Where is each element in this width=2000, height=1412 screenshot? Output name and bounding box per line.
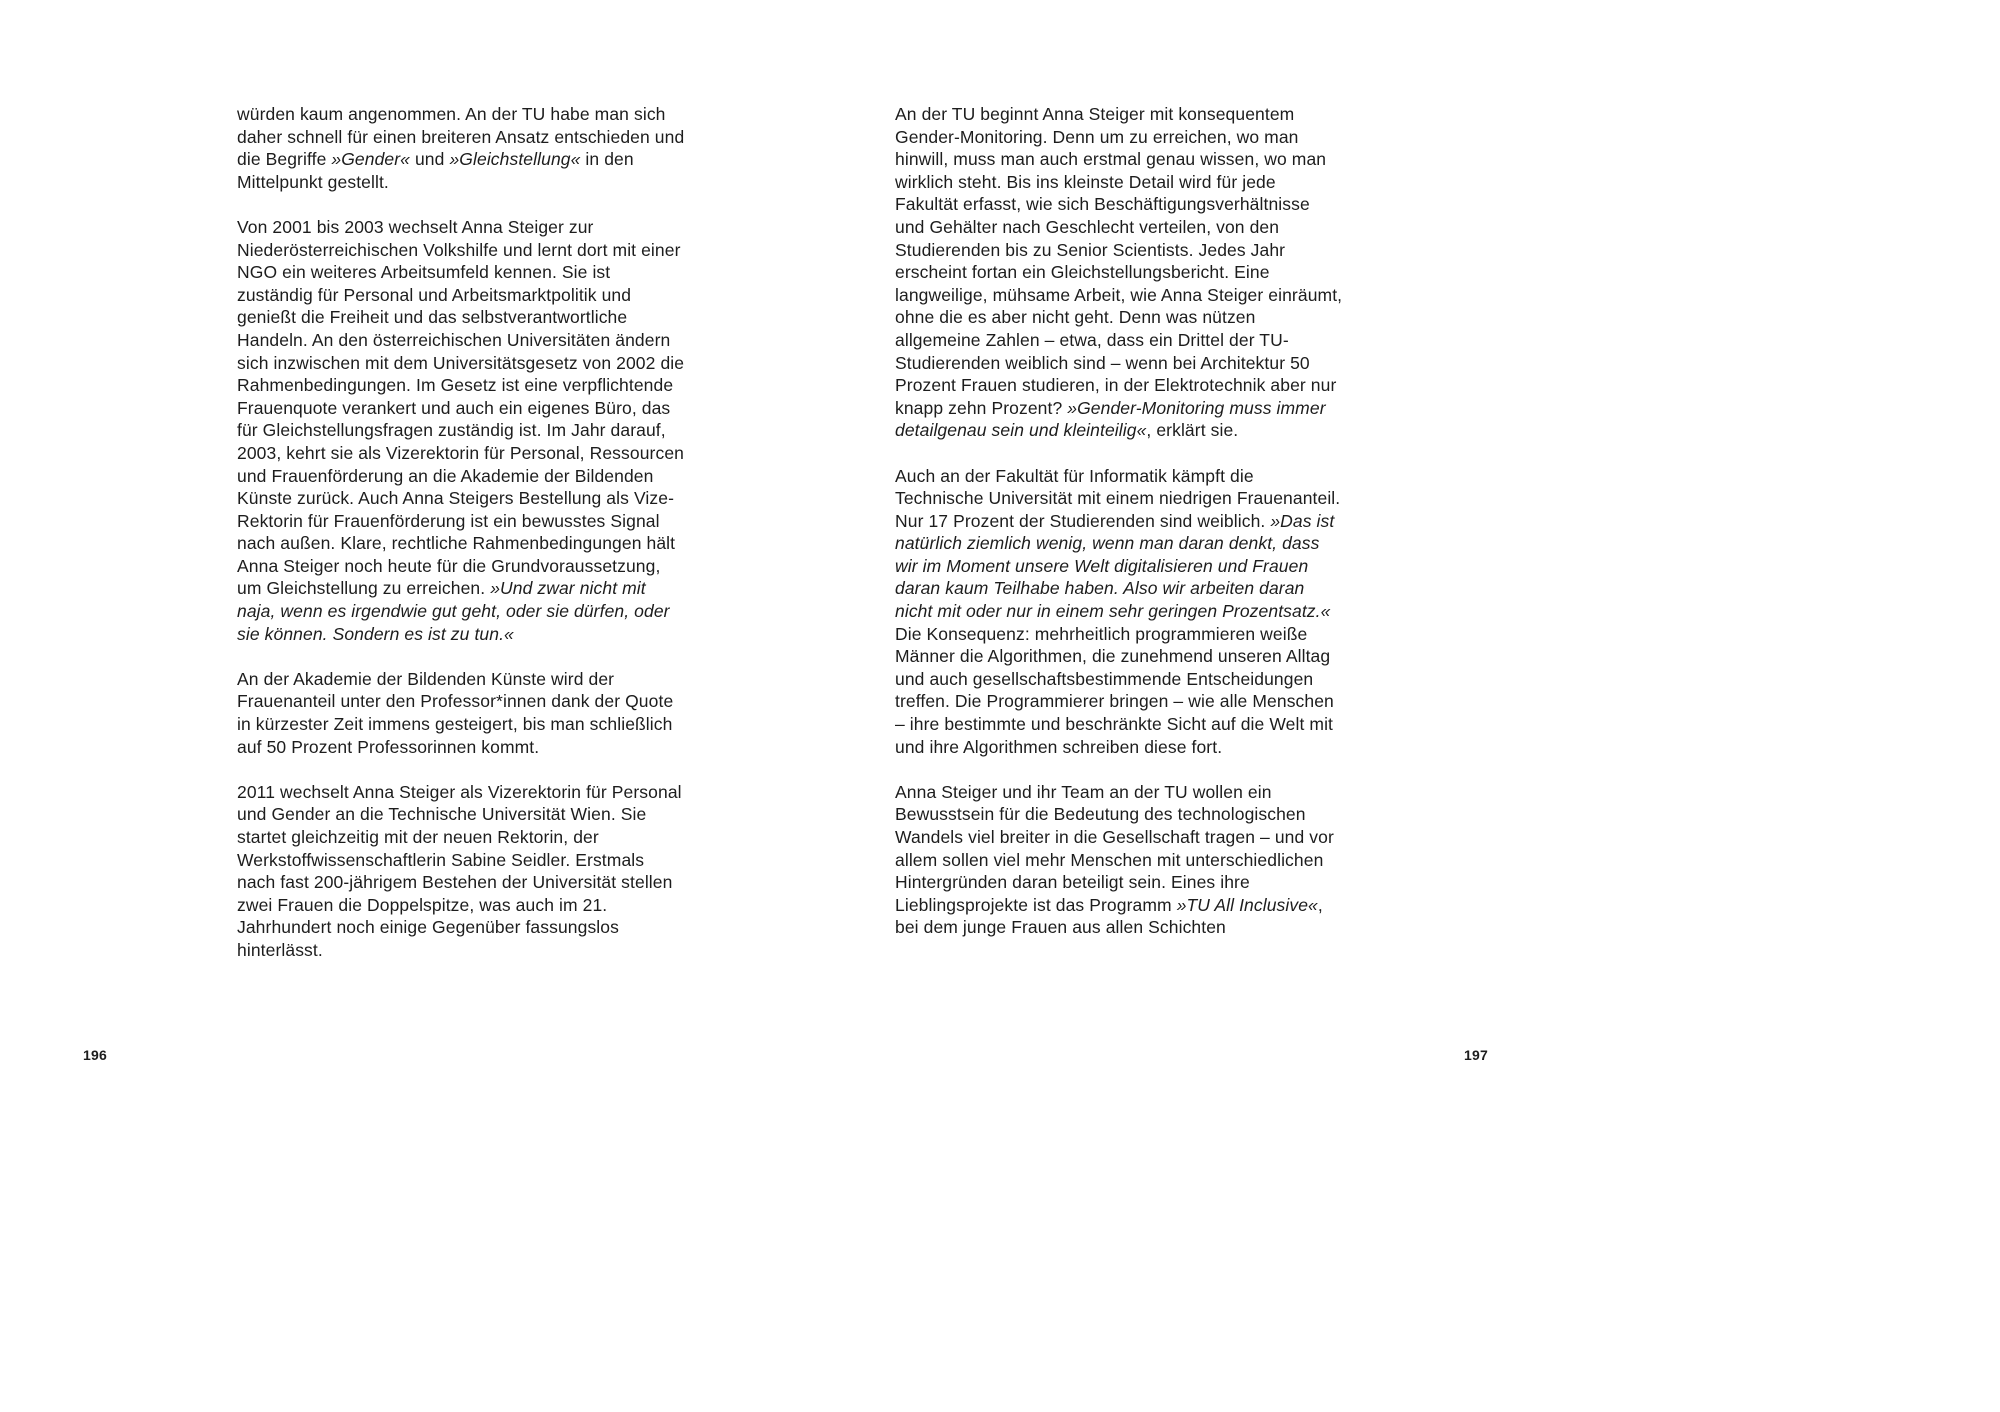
text-run: Anna Steiger und ihr Team an der TU wollen ein Bewusstsein für die Bedeutung des technologischen Wandels viel breiter in die Gesellschaft tragen – und vor allem sollen viel mehr Menschen mit unterschiedlichen Hintergründen daran beteiligt sein. Eines ihre Lieblingsprojekte ist das Programm xyxy=(895,781,1334,915)
text-run: , erklärt sie. xyxy=(1146,420,1239,441)
italic-text-run: »TU All Inclusive« xyxy=(1176,894,1318,915)
italic-text-run: »Gleichstellung« xyxy=(449,149,581,170)
page-number-right: 197 xyxy=(1464,1047,1488,1063)
italic-text-run: »Gender« xyxy=(331,149,411,170)
text-run: Auch an der Fakultät für Informatik kämpft die Technische Universität mit einem niedrigen Frauenanteil. Nur 17 Prozent der Studierenden sind weiblich. xyxy=(895,465,1341,531)
italic-text-run: »Das ist natürlich ziemlich wenig, wenn man daran denkt, dass wir im Moment unsere Welt digitalisieren und Frauen daran kaum Teilhabe haben. Also wir arbeiten daran nicht mit oder nur in einem sehr geringen Prozentsatz.« xyxy=(895,510,1335,622)
left-page-text-column xyxy=(237,103,685,962)
text-run: in den Mittelpunkt gestellt. xyxy=(237,149,634,192)
text-run: und xyxy=(410,149,450,170)
paragraph xyxy=(895,465,1343,759)
paragraph xyxy=(237,216,685,645)
text-run: , bei dem junge Frauen aus allen Schichten xyxy=(895,894,1323,938)
text-run: Die Konsequenz: mehrheitlich programmieren weiße Männer die Algorithmen, die zunehmend unseren Alltag und auch gesellschaftsbestimmende Entscheidungen treffen. Die Programmierer bringen – wie alle Menschen – ihre bestimmte und beschränkte Sicht auf die Welt mit und ihre Algorithmen schreiben diese fort. xyxy=(895,623,1334,757)
italic-text-run: »Gender-Monitoring muss immer detailgenau sein und kleinteilig« xyxy=(895,397,1326,441)
italic-text-run: »Und zwar nicht mit naja, wenn es irgendwie gut geht, oder sie dürfen, oder sie können. Sondern es ist zu tun.« xyxy=(237,578,670,644)
paragraph xyxy=(237,781,685,962)
text-run: Von 2001 bis 2003 wechselt Anna Steiger zur Niederösterreichischen Volkshilfe und lernt dort mit einer NGO ein weiteres Arbeitsumfeld kennen. Sie ist zuständig für Personal und Arbeitsmarktpolitik und genießt die Freiheit und das selbstverantwortliche Handeln. An den österreichischen Universitäten ändern sich inzwischen mit dem Universitätsgesetz von 2002 die Rahmenbedingungen. Im Gesetz ist eine verpflichtende Frauenquote verankert und auch ein eigenes Büro, das für Gleichstellungsfragen zuständig ist. Im Jahr darauf, 2003, kehrt sie als Vizerektorin für Personal, Ressourcen und Frauenförderung an die Akademie der Bildenden Künste zurück. Auch Anna Steigers Bestellung als Vize-Rektorin für Frauenförderung ist ein bewusstes Signal nach außen. Klare, rechtliche Rahmenbedingungen hält Anna Steiger noch heute für die Grundvoraussetzung, um Gleichstellung zu erreichen. xyxy=(237,216,685,599)
paragraph xyxy=(237,668,685,758)
page-number-left: 196 xyxy=(83,1047,107,1063)
text-run: würden kaum angenommen. An der TU habe man sich daher schnell für einen breiteren Ansatz entschieden und die Begriffe xyxy=(237,104,685,170)
text-run: An der Akademie der Bildenden Künste wird der Frauenanteil unter den Professor*innen dank der Quote in kürzester Zeit immens gesteigert, bis man schließlich auf 50 Prozent Professorinnen kommt. xyxy=(237,668,674,757)
text-run: An der TU beginnt Anna Steiger mit konsequentem Gender-Monitoring. Denn um zu erreichen, wo man hinwill, muss man auch erstmal genau wissen, wo man wirklich steht. Bis ins kleinste Detail wird für jede Fakultät erfasst, wie sich Beschäftigungsverhältnisse und Gehälter nach Geschlecht verteilen, von den Studierenden bis zu Senior Scientists. Jedes Jahr erscheint fortan ein Gleichstellungsbericht. Eine langweilige, mühsame Arbeit, wie Anna Steiger einräumt, ohne die es aber nicht geht. Denn was nützen allgemeine Zahlen – etwa, dass ein Drittel der TU-Studierenden weiblich sind – wenn bei Architektur 50 Prozent Frauen studieren, in der Elektrotechnik aber nur knapp zehn Prozent? xyxy=(895,104,1343,418)
right-page-text-column xyxy=(895,103,1343,939)
paragraph xyxy=(895,781,1343,939)
text-run: 2011 wechselt Anna Steiger als Vizerektorin für Personal und Gender an die Technische Universität Wien. Sie startet gleichzeitig mit der neuen Rektorin, der Werkstoffwissenschaftlerin Sabine Seidler. Erstmals nach fast 200-jährigem Bestehen der Universität stellen zwei Frauen die Doppelspitze, was auch im 21. Jahrhundert noch einige Gegenüber fassungslos hinterlässt. xyxy=(237,781,682,960)
paragraph xyxy=(895,103,1343,442)
paragraph xyxy=(237,103,685,193)
